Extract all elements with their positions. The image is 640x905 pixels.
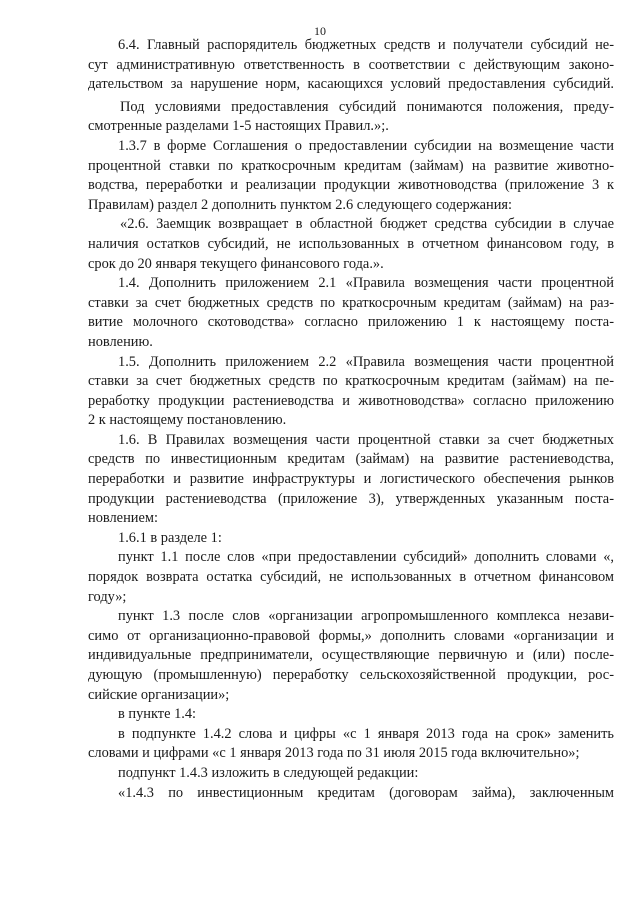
text-line: 1.5. Дополнить приложением 2.2 «Правила возмещения части процентной [118,353,614,370]
text-line: пункт 1.1 после слов «при предоставлении субсидий» дополнить словами «, [118,549,614,566]
text-line: дательством за нарушение норм, касающихся условий предоставления субсидий. [88,76,614,93]
text-line: 1.6.1 в разделе 1: [118,529,222,546]
text-line: «1.4.3 по инвестиционным кредитам (договорам займа), заключенным [118,784,614,801]
text-line: реработку продукции растениеводства и животноводства» согласно приложению [88,392,614,409]
text-line: водства, переработки и реализации продукции животноводства (приложение 3 к [88,177,614,194]
text-line: словами и цифрами «с 1 января 2013 года по 31 июля 2015 года включительно»; [88,745,580,762]
text-line: витие молочного скотоводства» согласно приложению 1 к настоящему поста- [88,314,614,331]
text-line: процентной ставки по краткосрочным кредитам (займам) на развитие животно- [88,157,614,174]
text-line: подпункт 1.4.3 изложить в следующей редакции: [118,764,419,781]
text-line: индивидуальные предприниматели, осуществляющие первичную и (или) после- [88,647,614,664]
text-line: году»; [88,588,127,605]
text-line: в пункте 1.4: [118,706,197,723]
text-line: Правилам) раздел 2 дополнить пунктом 2.6 следующего содержания: [88,196,513,213]
text-line: «2.6. Заемщик возвращает в областной бюджет средства субсидии в случае [120,216,614,233]
text-line: 1.3.7 в форме Соглашения о предоставлении субсидии на возмещение части [118,137,614,154]
page-number: 10 [314,24,326,38]
text-line: продукции растениеводства (приложение 3), утвержденных указанным поста- [88,490,614,507]
text-line: пункт 1.3 после слов «организации агропромышленного комплекса незави- [118,608,614,625]
text-line: 1.6. В Правилах возмещения части процентной ставки за счет бюджетных [118,431,614,448]
text-line: средств по инвестиционным кредитам (займам) на развитие растениеводства, [88,451,614,468]
text-line: 2 к настоящему постановлению. [88,412,287,429]
text-line: смотренные разделами 1-5 настоящих Правил.»;. [88,118,389,135]
text-line: Под условиями предоставления субсидий понимаются положения, преду- [120,98,614,115]
text-line: ставки за счет бюджетных средств по краткосрочным кредитам (займам) на раз- [88,294,614,311]
text-line: переработки и развитие инфраструктуры и логистического обеспечения рынков [88,471,614,488]
text-line: ставки за счет бюджетных средств по краткосрочным кредитам (займам) на пе- [88,373,614,390]
text-line: 1.4. Дополнить приложением 2.1 «Правила возмещения части процентной [118,275,614,292]
text-line: дующую (промышленную) переработку сельскохозяйственной продукции, рос- [88,667,614,683]
text-line: сийские организации»; [88,686,230,703]
text-line: симо от организационно-правовой формы,» дополнить словами «организации и [88,627,614,644]
text-line: сут административную ответственность в соответствии с действующим законо- [88,56,614,73]
text-line: в подпункте 1.4.2 слова и цифры «с 1 января 2013 года на срок» заменить [118,725,614,742]
text-line: новлению. [88,333,153,350]
text-line: срок до 20 января текущего финансового года.». [88,255,384,272]
text-line: новлением: [88,510,158,527]
text-line: порядок возврата остатка субсидий, не использованных в отчетном финансовом [88,569,614,586]
document-body [88,36,614,803]
text-line: 6.4. Главный распорядитель бюджетных средств и получатели субсидий не- [118,37,614,53]
text-line: наличия остатков субсидий, не использованных в отчетном финансовом году, в [88,235,614,252]
